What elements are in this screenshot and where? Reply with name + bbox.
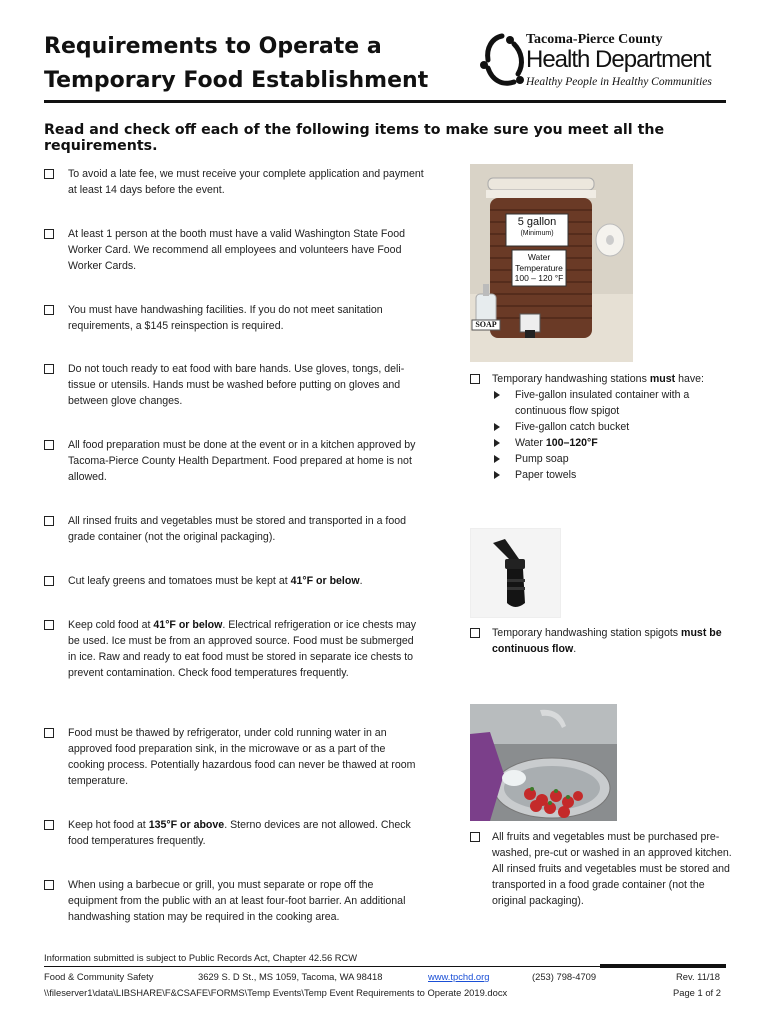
footer-website-link[interactable]: www.tpchd.org [428,971,490,982]
footer-rule-accent [600,964,726,968]
footer-address: 3629 S. D St., MS 1059, Tacoma, WA 98418 [198,971,383,982]
public-records-note: Information submitted is subject to Public Records Act, Chapter 42.56 RCW [44,952,358,963]
checkbox[interactable] [44,305,54,315]
checklist-item-late-fee: To avoid a late fee, we must receive your complete application and payment at least 14 days before the event. [44,166,424,198]
checklist-item-cold-food: Keep cold food at 41°F or below. Electrical refrigeration or ice chests may be used. Ice must be from an approved source. Food must be submerged in ice. Raw and ready to eat food must be stored in separate ice chests to prevent contamination. Check food temperatures frequently. [44,617,424,681]
footer-page-number: Page 1 of 2 [673,987,721,998]
list-item: Five-gallon insulated container with a continuous flow spigot [494,387,732,419]
arrow-bullet-icon [494,455,500,463]
page-title [44,30,464,98]
produce-washing-photo [470,704,617,821]
health-department-logo-icon [478,32,526,94]
checklist-item-food-worker-card: At least 1 person at the booth must have a valid Washington State Food Worker Card. We recommend all employees and volunteers have Food Worker Cards. [44,226,424,274]
checkbox[interactable] [470,628,480,638]
temperature-label: Water Temperature 100 – 120 °F [514,252,564,283]
checklist-item-bare-hands: Do not touch ready to eat food with bare hands. Use gloves, tongs, deli-tissue or utensils. Hands must be washed before putting on gloves and between glove changes. [44,361,424,409]
checkbox[interactable] [44,620,54,630]
footer-division: Food & Community Safety [44,971,154,982]
list-item: Water 100–120°F [494,435,732,451]
checkbox[interactable] [44,169,54,179]
checklist-item-food-preparation: All food preparation must be done at the event or in a kitchen approved by Tacoma-Pierce County Health Department. Food prepared at home is not allowed. [44,437,424,485]
checklist-item-barbecue: When using a barbecue or grill, you must separate or rope off the equipment from the public with an at least four-foot barrier. An additional handwashing station may be required in the cooking area. [44,877,424,925]
checkbox[interactable] [470,832,480,842]
checklist-item-rinsed-produce: All rinsed fruits and vegetables must be stored and transported in a food grade container (not the original packaging). [44,513,424,545]
list-item: Pump soap [494,451,732,467]
soap-label: SOAP [475,320,497,329]
checklist-item-spigots: Temporary handwashing station spigots must be continuous flow. [470,625,732,657]
title-line-1: Requirements to Operate a [44,34,382,59]
footer-revision: Rev. 11/18 [676,971,720,982]
checkbox[interactable] [44,576,54,586]
health-department-logo [478,32,728,94]
checklist-item-leafy-greens: Cut leafy greens and tomatoes must be kept at 41°F or below. [44,573,424,589]
arrow-bullet-icon [494,391,500,399]
logo-tagline: Healthy People in Healthy Communities [526,76,712,88]
instructions-heading: Read and check off each of the following items to make sure you meet all the requirements. [44,122,665,154]
checklist-item-thawing: Food must be thawed by refrigerator, under cold running water in an approved food preparation sink, in the microwave or as a part of the cooking process. Potentially hazardous food can never be thawed at room temperature. [44,725,424,789]
checklist-item-hot-food: Keep hot food at 135°F or above. Sterno devices are not allowed. Check food temperatures frequently. [44,817,424,849]
checkbox[interactable] [44,364,54,374]
checkbox[interactable] [44,229,54,239]
header-rule [44,100,726,103]
container-label: 5 gallon (Minimum) [517,216,557,237]
arrow-bullet-icon [494,439,500,447]
list-item: Paper towels [494,467,732,483]
arrow-bullet-icon [494,423,500,431]
checkbox[interactable] [44,516,54,526]
checkbox[interactable] [44,820,54,830]
handwashing-station-photo [470,164,633,362]
checkbox[interactable] [44,440,54,450]
title-line-2: Temporary Food Establishment [44,68,429,93]
arrow-bullet-icon [494,471,500,479]
spigot-icon [471,529,560,617]
checkbox[interactable] [44,728,54,738]
sink-icon [470,704,617,821]
checklist-item-purchased-produce: All fruits and vegetables must be purchased pre-washed, pre-cut or washed in an approved kitchen. All rinsed fruits and vegetables must be stored and transported in a food grade container (not the original packaging). [470,829,732,909]
footer-phone: (253) 798-4709 [532,971,597,982]
checkbox[interactable] [44,880,54,890]
checkbox[interactable] [470,374,480,384]
checklist-item-handwashing-stations: Temporary handwashing stations must have: Five-gallon insulated container with a continuous flow spigot Five-gallon catch bucket Water 100–120°F Pump soap Paper towels [470,371,732,483]
spigot-photo [470,528,561,618]
station-requirements-list [494,387,732,483]
checklist-item-handwashing: You must have handwashing facilities. If you do not meet sanitation requirements, a $145 reinspection is required. [44,302,424,334]
logo-org-name: Tacoma-Pierce County [526,32,663,47]
logo-dept-name: Health Department [526,46,711,73]
list-item: Five-gallon catch bucket [494,419,732,435]
footer-file-path: \\fileserver1\data\LIBSHARE\F&CSAFE\FORMS\Temp Events\Temp Event Requirements to Operate 2019.docx [44,987,508,998]
